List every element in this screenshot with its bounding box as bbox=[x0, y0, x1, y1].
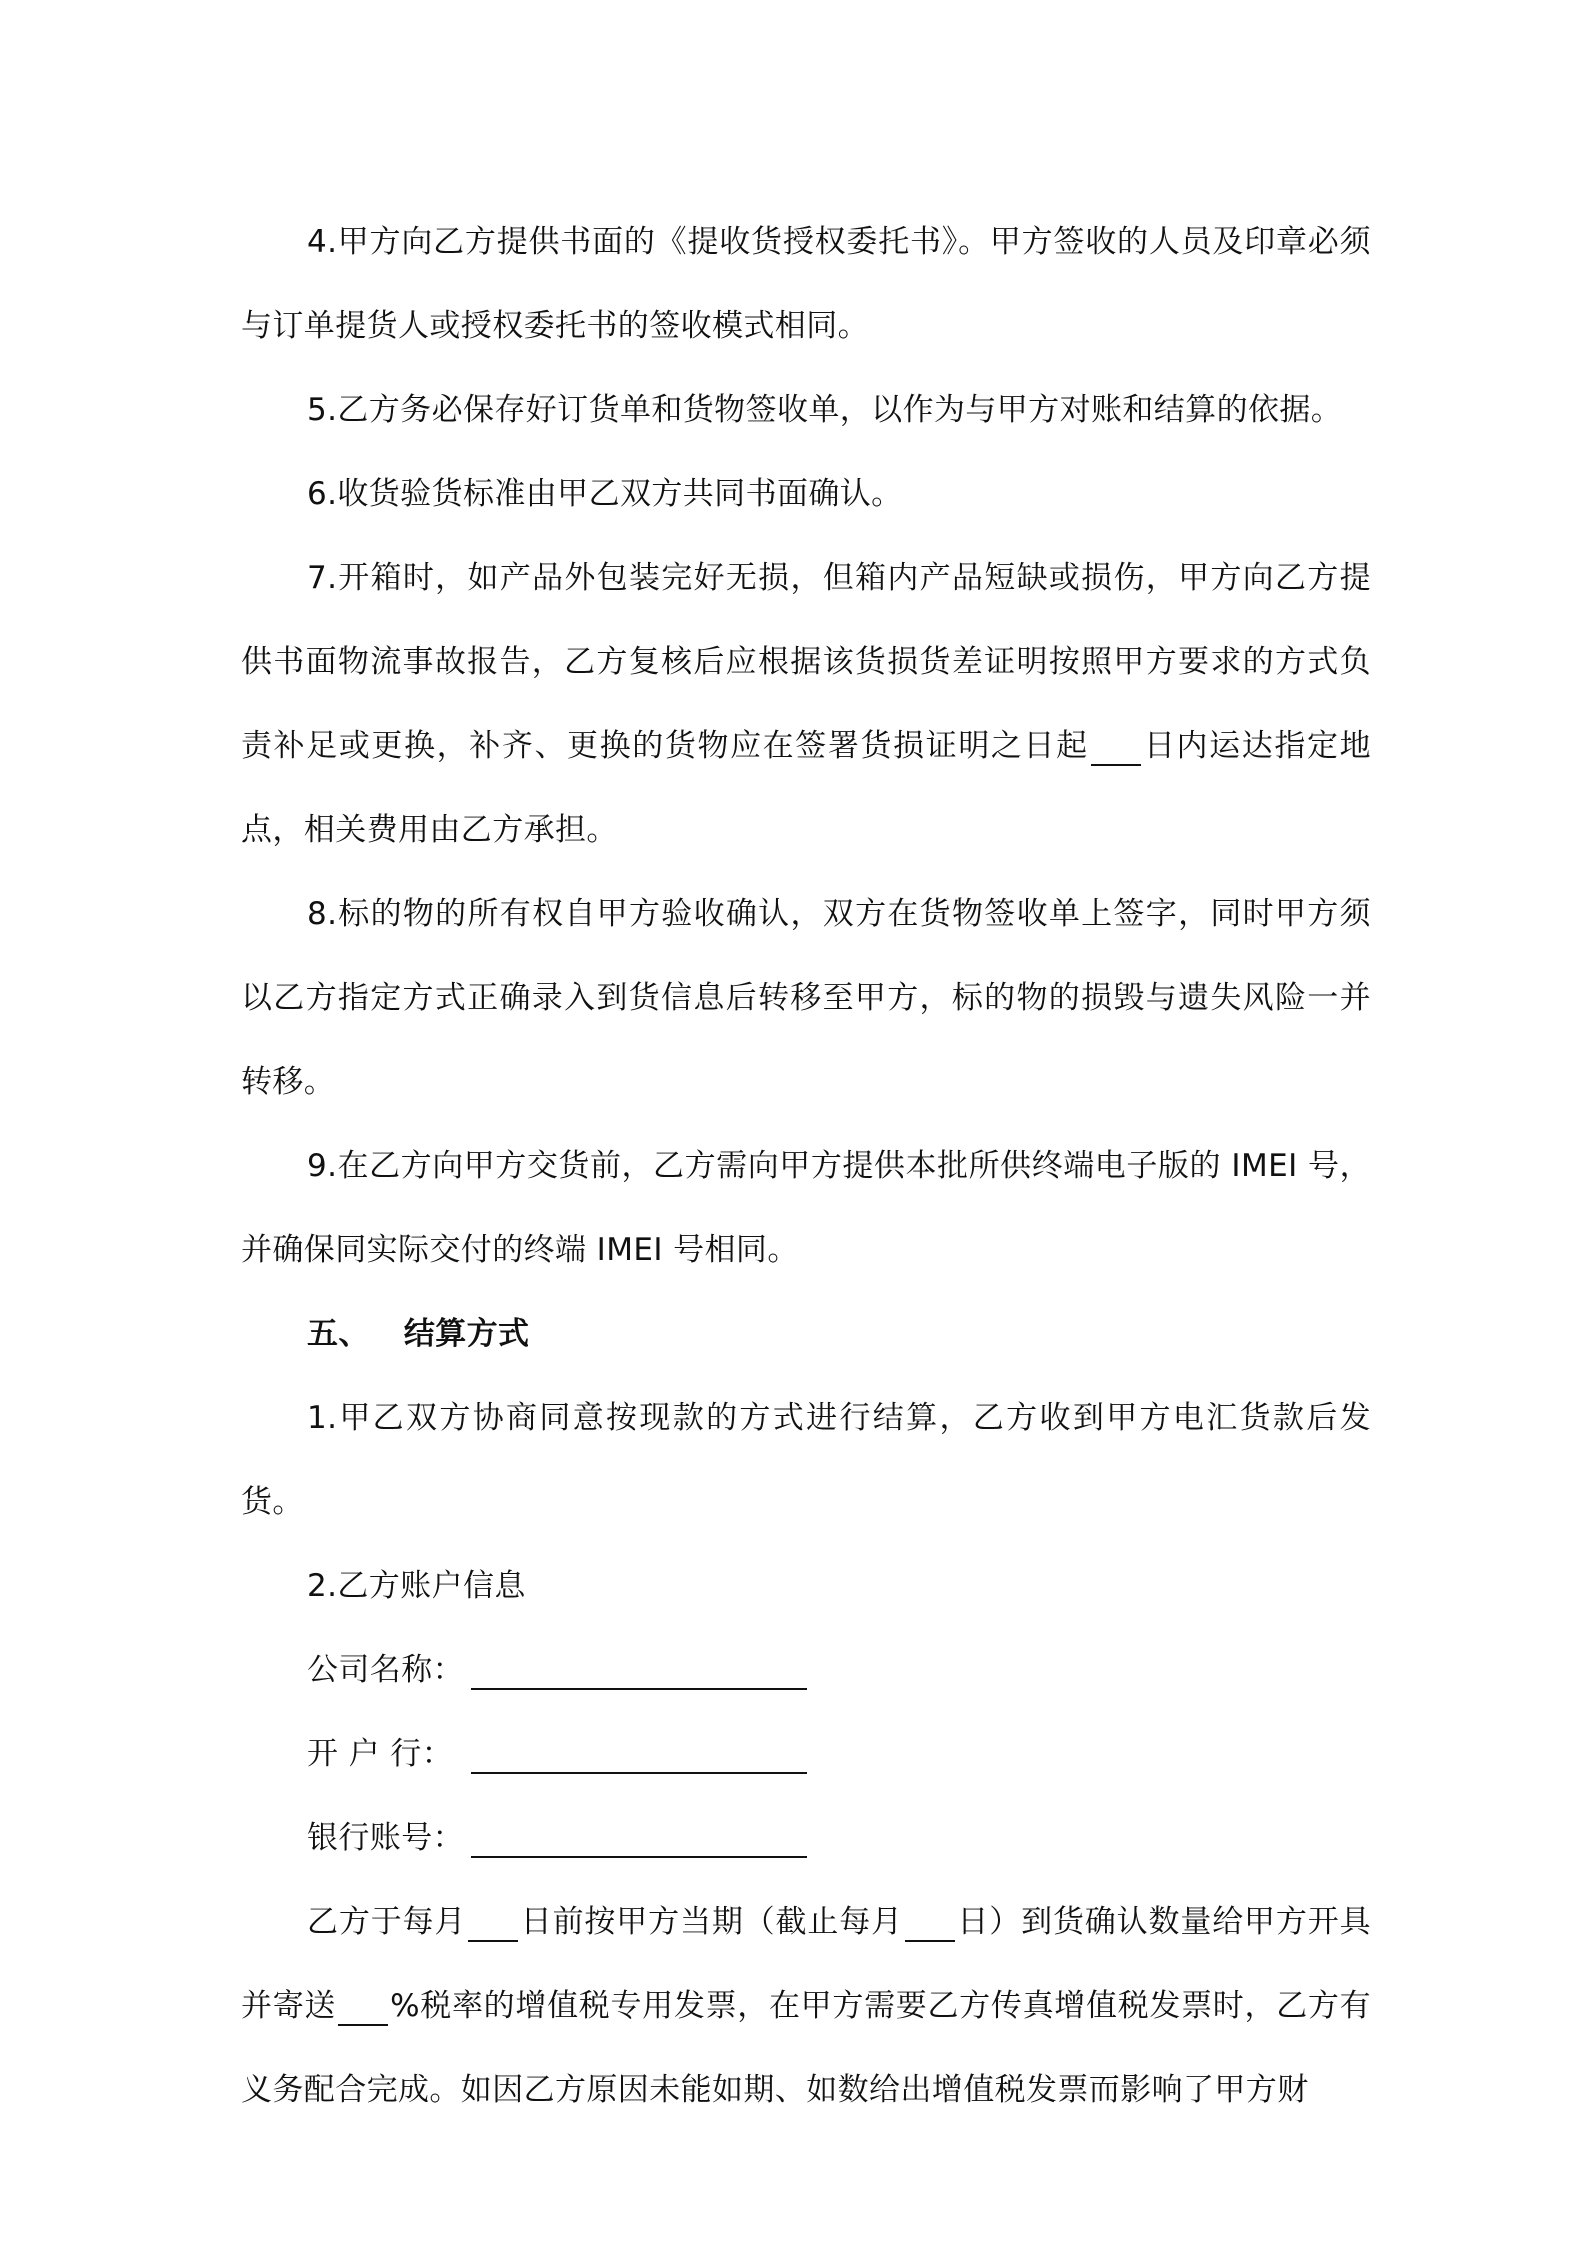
clause-5: 5.乙方务必保存好订货单和货物签收单，以作为与甲方对账和结算的依据。 bbox=[307, 392, 1343, 428]
company-name-field bbox=[241, 1628, 1371, 1712]
settlement-clause-2: 2.乙方账户信息 bbox=[307, 1568, 526, 1604]
company-name-line bbox=[471, 1687, 807, 1690]
invoice-part-d: %税率的增值税专用发票，在甲方需要乙方传真增值税发票时，乙方有义务配合完成。如因乙方原因未能如期、如数给出增值税发票而影响了甲方财 bbox=[241, 1988, 1371, 2108]
clause-7-part-a: 7.开箱时，如产品外包装完好无损，但箱内产品短缺或损伤，甲方向乙方提供书面物流事故报告，乙方复核后应根据该货损货差证明按照甲方要求的方式负责补足或更换，补齐、更换的货物应在签署货损证明之日起 bbox=[241, 560, 1371, 764]
clause-7 bbox=[241, 536, 1371, 872]
account-label: 银行账号： bbox=[307, 1820, 464, 1856]
clause-6: 6.收货验货标准由甲乙双方共同书面确认。 bbox=[307, 476, 903, 512]
section-heading bbox=[241, 1292, 1371, 1376]
settlement-clause-1: 1.甲乙双方协商同意按现款的方式进行结算，乙方收到甲方电汇货款后发货。 bbox=[241, 1400, 1371, 1520]
invoice-part-c: 日）到货确认数量给甲方开具并寄送 bbox=[241, 1904, 1372, 2024]
account-field bbox=[241, 1796, 1371, 1880]
fill-blank-tax-rate bbox=[338, 2023, 388, 2026]
fill-blank-days bbox=[1091, 763, 1141, 766]
bank-line bbox=[471, 1771, 807, 1774]
document-body bbox=[241, 200, 1371, 2132]
invoice-part-b: 日前按甲方当期（截止每月 bbox=[520, 1904, 903, 1940]
clause-8: 8.标的物的所有权自甲方验收确认，双方在货物签收单上签字，同时甲方须以乙方指定方式正确录入到货信息后转移至甲方，标的物的损毁与遗失风险一并转移。 bbox=[241, 896, 1371, 1100]
company-name-label: 公司名称： bbox=[307, 1652, 464, 1688]
invoice-clause bbox=[241, 1880, 1371, 2132]
fill-blank-day-2 bbox=[905, 1939, 955, 1942]
fill-blank-day-1 bbox=[468, 1939, 518, 1942]
bank-field bbox=[241, 1712, 1371, 1796]
bank-label: 开 户 行： bbox=[307, 1736, 454, 1772]
clause-4: 4.甲方向乙方提供书面的《提收货授权委托书》。甲方签收的人员及印章必须与订单提货人或授权委托书的签收模式相同。 bbox=[241, 224, 1371, 344]
section-number: 五、 bbox=[307, 1316, 370, 1352]
clause-7-part-b: 日内运达指定地点，相关费用由乙方承担。 bbox=[241, 728, 1371, 848]
invoice-part-a: 乙方于每月 bbox=[307, 1904, 467, 1940]
section-title: 结算方式 bbox=[403, 1316, 530, 1352]
account-line bbox=[471, 1855, 807, 1858]
clause-9: 9.在乙方向甲方交货前，乙方需向甲方提供本批所供终端电子版的 IMEI 号，并确保同实际交付的终端 IMEI 号相同。 bbox=[241, 1148, 1371, 1268]
